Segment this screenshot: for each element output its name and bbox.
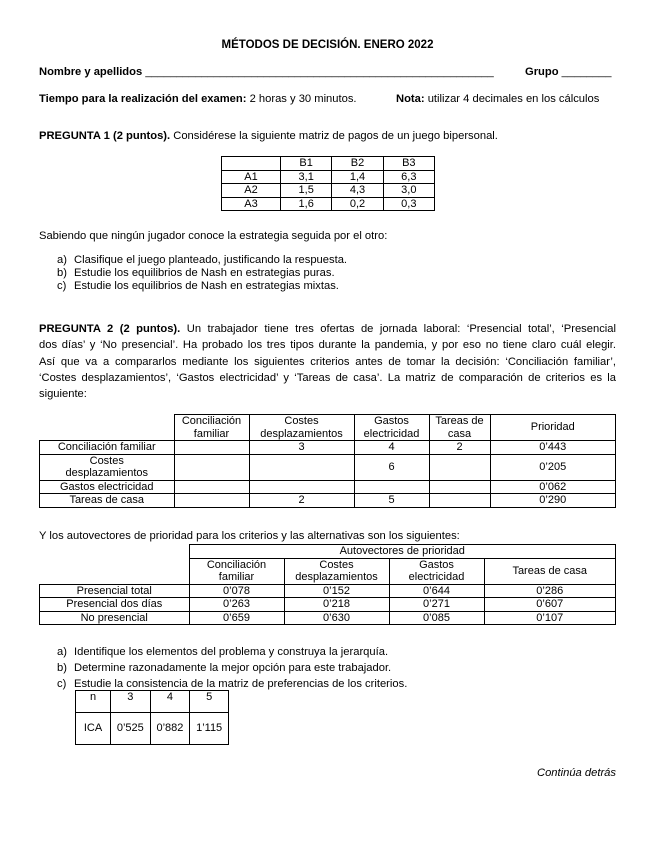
- vectors-corner: [40, 545, 190, 585]
- ica-n-value: 3: [111, 691, 151, 713]
- q2-para-line: [39, 321, 616, 337]
- vector-cell: 0’630: [284, 611, 389, 625]
- item-label: b): [57, 662, 67, 674]
- item-label: c): [57, 678, 67, 690]
- vectors-col-header: Costes desplazamientos: [284, 558, 389, 584]
- vector-cell: 0’107: [484, 611, 616, 625]
- ica-n-value: 4: [150, 691, 190, 713]
- criteria-matrix: [39, 414, 616, 508]
- table-row: [40, 454, 616, 480]
- vector-cell: 0’152: [284, 584, 389, 598]
- vectors-intro: Y los autovectores de prioridad para los criterios y las alternativas son los siguientes:: [39, 530, 460, 542]
- q1-label: PREGUNTA 1 (2 puntos).: [39, 130, 171, 142]
- q1-heading: [39, 130, 498, 142]
- name-line: [39, 66, 494, 78]
- ica-value: 0’525: [111, 713, 151, 745]
- criteria-cell: [429, 494, 490, 508]
- criteria-cell: [174, 441, 249, 455]
- q2-para-line: siguiente:: [39, 388, 87, 401]
- time-label: Tiempo para la realización del examen:: [39, 93, 247, 105]
- criteria-cell: [174, 480, 249, 494]
- priority-cell: 0’062: [490, 480, 616, 494]
- alternative-label: No presencial: [40, 611, 190, 625]
- item-text: Estudie la consistencia de la matriz de preferencias de los criterios.: [74, 678, 408, 690]
- criteria-header-row: [40, 415, 616, 441]
- q2-label: PREGUNTA 2 (2 puntos).: [39, 323, 181, 335]
- table-row: [40, 494, 616, 508]
- criteria-cell: [354, 480, 429, 494]
- time-line: [39, 93, 357, 105]
- item-text: Clasifique el juego planteado, justificando la respuesta.: [74, 254, 348, 266]
- table-row: [40, 480, 616, 494]
- criteria-cell: [174, 454, 249, 480]
- criteria-cell: 2: [249, 494, 354, 508]
- priority-cell: 0’205: [490, 454, 616, 480]
- name-label: Nombre y apellidos: [39, 66, 143, 78]
- item-label: a): [57, 646, 67, 658]
- criteria-cell: 6: [354, 454, 429, 480]
- priority-cell: 0’443: [490, 441, 616, 455]
- criteria-col-header: Tareas de casa: [429, 415, 490, 441]
- payoff-col-b1: B1: [281, 157, 332, 171]
- payoff-cell: 3,0: [383, 184, 434, 198]
- q2-para-line: dos días’ y ‘No presencial’. Ha probado los tres tipos durante la pandemia, y por eso no tiene claro cuál elegir.: [39, 339, 616, 352]
- continue-note: Continúa detrás: [537, 767, 616, 779]
- payoff-matrix: [221, 156, 435, 211]
- criteria-col-header: Prioridad: [490, 415, 616, 441]
- criteria-row-label: Conciliación familiar: [40, 441, 175, 455]
- table-row: [40, 598, 616, 612]
- item-text: Identifique los elementos del problema y construya la jerarquía.: [74, 646, 389, 658]
- payoff-row-label: A2: [222, 184, 281, 198]
- vector-cell: 0’218: [284, 598, 389, 612]
- group-blank: ________: [561, 66, 612, 78]
- group-label: Grupo: [525, 66, 559, 78]
- vectors-group-header: Autovectores de prioridad: [189, 545, 616, 559]
- vector-cell: 0’286: [484, 584, 616, 598]
- vector-cell: 0’263: [189, 598, 284, 612]
- payoff-cell: 3,1: [281, 170, 332, 184]
- time-value: 2 horas y 30 minutos.: [249, 93, 357, 105]
- payoff-row: [222, 184, 435, 198]
- vectors-col-header: Gastos electricidad: [389, 558, 484, 584]
- payoff-cell: 0,2: [332, 197, 383, 211]
- vector-cell: 0’271: [389, 598, 484, 612]
- group-line: [525, 66, 611, 78]
- vector-cell: 0’078: [189, 584, 284, 598]
- q2-paragraph: [39, 321, 616, 402]
- note-line: [396, 93, 599, 105]
- note-value: utilizar 4 decimales en los cálculos: [427, 93, 600, 105]
- q2-para-text: Un trabajador tiene tres ofertas de jornada laboral: ‘Presencial total’, ‘Presencial: [186, 323, 616, 335]
- exam-title: MÉTODOS DE DECISIÓN. ENERO 2022: [221, 39, 434, 51]
- ica-n-row: [76, 691, 229, 713]
- ica-label: ICA: [76, 713, 111, 745]
- criteria-row-label: Costes desplazamientos: [40, 454, 175, 480]
- ica-value: 0’882: [150, 713, 190, 745]
- q1-context: Sabiendo que ningún jugador conoce la estrategia seguida por el otro:: [39, 230, 388, 242]
- list-item: [57, 267, 347, 280]
- alternative-label: Presencial total: [40, 584, 190, 598]
- criteria-col-header: Conciliación familiar: [174, 415, 249, 441]
- payoff-cell: 1,4: [332, 170, 383, 184]
- vector-cell: 0’659: [189, 611, 284, 625]
- vector-cell: 0’607: [484, 598, 616, 612]
- item-label: a): [57, 254, 67, 266]
- criteria-row-label: Gastos electricidad: [40, 480, 175, 494]
- criteria-corner: [40, 415, 175, 441]
- priority-cell: 0’290: [490, 494, 616, 508]
- payoff-row: [222, 170, 435, 184]
- payoff-col-b2: B2: [332, 157, 383, 171]
- payoff-row-label: A3: [222, 197, 281, 211]
- note-label: Nota:: [396, 93, 425, 105]
- ica-value-row: [76, 713, 229, 745]
- q2-items: [57, 644, 407, 692]
- payoff-cell: 0,3: [383, 197, 434, 211]
- alternative-label: Presencial dos días: [40, 598, 190, 612]
- vectors-group-row: [40, 545, 616, 559]
- priority-vectors-table: [39, 544, 616, 625]
- payoff-row: [222, 197, 435, 211]
- item-label: c): [57, 280, 67, 292]
- criteria-col-header: Gastos electricidad: [354, 415, 429, 441]
- name-blank: ________________________________________________________: [145, 66, 494, 78]
- criteria-cell: 5: [354, 494, 429, 508]
- vector-cell: 0’085: [389, 611, 484, 625]
- q2-para-line: Así que va a compararlos mediante los siguientes criterios antes de tomar la decisión: ‘Conciliación familiar’,: [39, 355, 616, 368]
- q2-para-line: ‘Costes desplazamientos’, ‘Gastos electricidad’ y ‘Tareas de casa’. La matriz de comparación de criterios es la: [39, 371, 616, 384]
- payoff-col-b3: B3: [383, 157, 434, 171]
- criteria-cell: [429, 454, 490, 480]
- item-label: b): [57, 267, 67, 279]
- ica-value: 1’115: [190, 713, 229, 745]
- vectors-col-header: Tareas de casa: [484, 558, 616, 584]
- criteria-cell: [249, 480, 354, 494]
- list-item: [57, 280, 347, 293]
- q1-items: [57, 254, 347, 293]
- payoff-cell: 6,3: [383, 170, 434, 184]
- payoff-cell: 4,3: [332, 184, 383, 198]
- payoff-row-label: A1: [222, 170, 281, 184]
- item-text: Determine razonadamente la mejor opción para este trabajador.: [74, 662, 392, 674]
- ica-n-label: n: [76, 691, 111, 713]
- ica-n-value: 5: [190, 691, 229, 713]
- list-item: [57, 254, 347, 267]
- list-item: [57, 644, 407, 660]
- criteria-cell: [429, 480, 490, 494]
- item-text: Estudie los equilibrios de Nash en estrategias puras.: [74, 267, 335, 279]
- payoff-cell: 1,6: [281, 197, 332, 211]
- payoff-corner: [222, 157, 281, 171]
- item-text: Estudie los equilibrios de Nash en estrategias mixtas.: [74, 280, 339, 292]
- table-row: [40, 584, 616, 598]
- payoff-cell: 1,5: [281, 184, 332, 198]
- vectors-col-header: Conciliación familiar: [189, 558, 284, 584]
- vector-cell: 0’644: [389, 584, 484, 598]
- table-row: [40, 441, 616, 455]
- criteria-col-header: Costes desplazamientos: [249, 415, 354, 441]
- payoff-header-row: [222, 157, 435, 171]
- criteria-cell: 4: [354, 441, 429, 455]
- q1-intro: Considérese la siguiente matriz de pagos de un juego bipersonal.: [173, 130, 498, 142]
- ica-table: [75, 690, 229, 745]
- list-item: [57, 660, 407, 676]
- table-row: [40, 611, 616, 625]
- criteria-cell: 3: [249, 441, 354, 455]
- criteria-row-label: Tareas de casa: [40, 494, 175, 508]
- criteria-cell: [174, 494, 249, 508]
- criteria-cell: [249, 454, 354, 480]
- criteria-cell: 2: [429, 441, 490, 455]
